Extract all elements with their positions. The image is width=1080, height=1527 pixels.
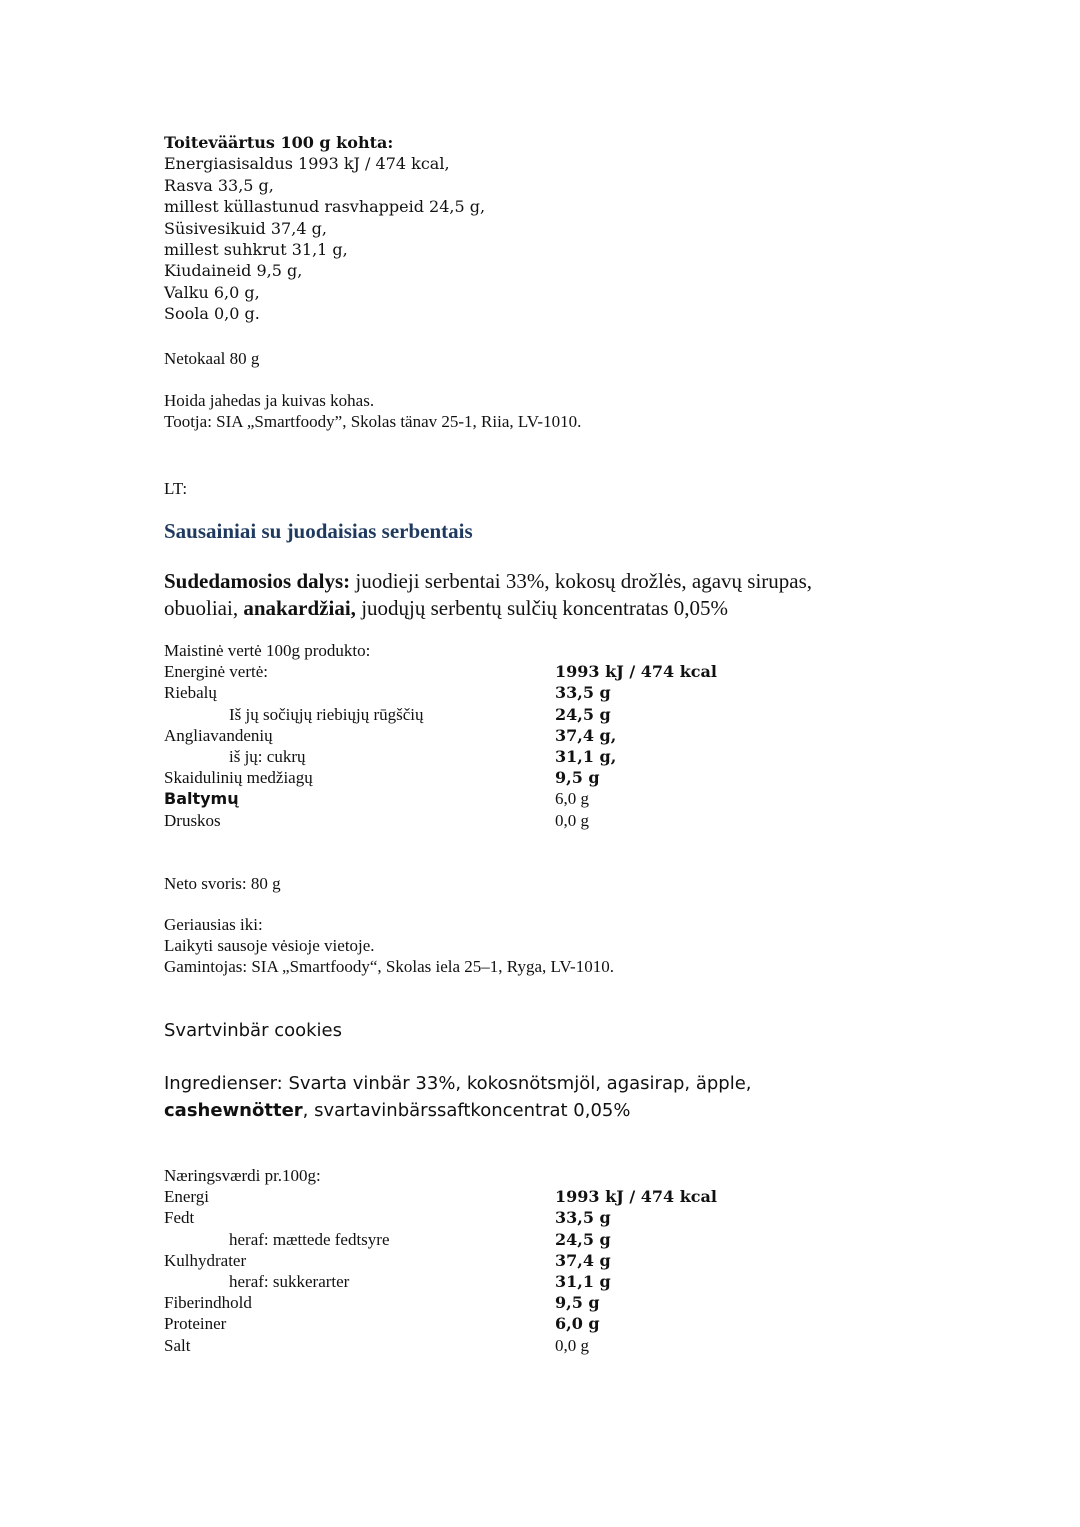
nutrient-label: Energi <box>164 1187 210 1207</box>
nutrient-label: heraf: mættede fedtsyre <box>229 1229 390 1249</box>
nutrient-value: 37,4 g <box>555 1250 611 1270</box>
et-nutrition-line: millest küllastunud rasvhappeid 24,5 g, <box>164 197 486 217</box>
et-nutrition-line: Süsivesikuid 37,4 g, <box>164 218 327 238</box>
table-row <box>164 725 864 746</box>
nutrient-label: Iš jų sočiųjų riebiųjų rūgščių <box>229 704 424 724</box>
table-row <box>164 1271 864 1292</box>
lt-language-tag: LT: <box>164 479 188 498</box>
nutrient-label: Proteiner <box>164 1314 227 1334</box>
nutrient-value: 31,1 g <box>555 1271 611 1291</box>
nutrient-value: 9,5 g <box>555 768 600 788</box>
nutrient-value: 6,0 g <box>555 1314 600 1334</box>
nutrient-label: Salt <box>164 1335 191 1355</box>
table-row <box>164 1250 864 1271</box>
et-nutrition-block <box>164 132 485 325</box>
et-nutrition-heading: Toiteväärtus 100 g kohta: <box>164 133 394 152</box>
nutrient-label: Riebalų <box>164 683 217 703</box>
nutrient-value: 33,5 g <box>555 1208 611 1228</box>
nutrient-value: 1993 kJ / 474 kcal <box>555 662 717 682</box>
nutrient-label: Angliavandenių <box>164 725 273 745</box>
et-nutrition-line: millest suhkrut 31,1 g, <box>164 240 348 260</box>
nutrient-label: Druskos <box>164 810 221 830</box>
table-row <box>164 810 864 831</box>
sv-ingredients-text: Ingredienser: Svarta vinbär 33%, kokosnötsmjöl, agasirap, äpple, <box>164 1073 752 1094</box>
et-nutrition-line: Valku 6,0 g, <box>164 282 260 302</box>
lt-storage-block <box>164 914 614 977</box>
nutrient-value: 9,5 g <box>555 1293 600 1313</box>
nutrient-value: 1993 kJ / 474 kcal <box>555 1187 717 1207</box>
nutrient-label: iš jų: cukrų <box>229 746 306 766</box>
table-row <box>164 661 864 682</box>
nutrient-label: Fiberindhold <box>164 1293 252 1313</box>
sv-ingredients-text: , svartavinbärssaftkoncentrat 0,05% <box>302 1100 631 1121</box>
lt-ingredients-text: juodieji serbentai 33%, kokosų drožlės, agavų sirupas, obuoliai, <box>164 569 813 620</box>
et-producer: Tootja: SIA „Smartfoody”, Skolas tänav 25-1, Riia, LV-1010. <box>164 412 582 431</box>
nutrient-label: Energinė vertė: <box>164 662 269 682</box>
nutrient-value: 6,0 g <box>555 789 589 809</box>
nutrient-value: 33,5 g <box>555 683 611 703</box>
table-row <box>164 1335 864 1356</box>
et-nutrition-line: Rasva 33,5 g, <box>164 175 274 195</box>
lt-ingredients <box>164 568 884 622</box>
lt-ingredients-allergen: anakardžiai, <box>243 596 356 620</box>
lt-net-weight: Neto svoris: 80 g <box>164 874 281 893</box>
lt-producer: Gamintojas: SIA „Smartfoody“, Skolas iela 25–1, Ryga, LV-1010. <box>164 957 614 976</box>
table-row <box>164 704 864 725</box>
table-row <box>164 767 864 788</box>
lt-storage: Laikyti sausoje vėsioje vietoje. <box>164 936 375 955</box>
lt-nutrition-table <box>164 640 864 831</box>
table-row <box>164 1229 864 1250</box>
et-nutrition-line: Energiasisaldus 1993 kJ / 474 kcal, <box>164 154 450 174</box>
table-row <box>164 1292 864 1313</box>
da-nutrition-heading: Næringsværdi pr.100g: <box>164 1166 321 1185</box>
lt-product-title: Sausainiai su juodaisias serbentais <box>164 519 473 543</box>
lt-ingredients-label: Sudedamosios dalys: <box>164 569 351 593</box>
et-nutrition-line: Soola 0,0 g. <box>164 304 260 324</box>
et-nutrition-line: Kiudaineid 9,5 g, <box>164 261 303 281</box>
et-storage: Hoida jahedas ja kuivas kohas. <box>164 391 375 410</box>
table-row <box>164 1186 864 1207</box>
table-row <box>164 1313 864 1334</box>
nutrient-label: Baltymų <box>164 789 239 809</box>
nutrient-label: Skaidulinių medžiagų <box>164 768 313 788</box>
lt-nutrition-heading: Maistinė vertė 100g produkto: <box>164 641 371 660</box>
nutrient-label: Kulhydrater <box>164 1250 247 1270</box>
nutrient-value: 24,5 g <box>555 704 611 724</box>
nutrient-value: 0,0 g <box>555 810 589 830</box>
da-nutrition-table <box>164 1165 864 1356</box>
table-row <box>164 788 864 809</box>
nutrient-value: 24,5 g <box>555 1229 611 1249</box>
nutrient-label: heraf: sukkerarter <box>229 1271 350 1291</box>
sv-product-title: Svartvinbär cookies <box>164 1020 343 1041</box>
lt-best-before: Geriausias iki: <box>164 915 263 934</box>
table-row <box>164 746 864 767</box>
nutrient-value: 0,0 g <box>555 1335 589 1355</box>
sv-ingredients <box>164 1070 864 1124</box>
sv-ingredients-allergen: cashewnötter <box>164 1100 303 1121</box>
nutrient-value: 31,1 g, <box>555 746 617 766</box>
table-row <box>164 682 864 703</box>
table-row <box>164 1207 864 1228</box>
nutrient-value: 37,4 g, <box>555 725 617 745</box>
et-storage-block <box>164 390 581 432</box>
nutrient-label: Fedt <box>164 1208 195 1228</box>
et-net-weight: Netokaal 80 g <box>164 349 260 368</box>
lt-ingredients-text: juodųjų serbentų sulčių koncentratas 0,05% <box>355 596 729 620</box>
